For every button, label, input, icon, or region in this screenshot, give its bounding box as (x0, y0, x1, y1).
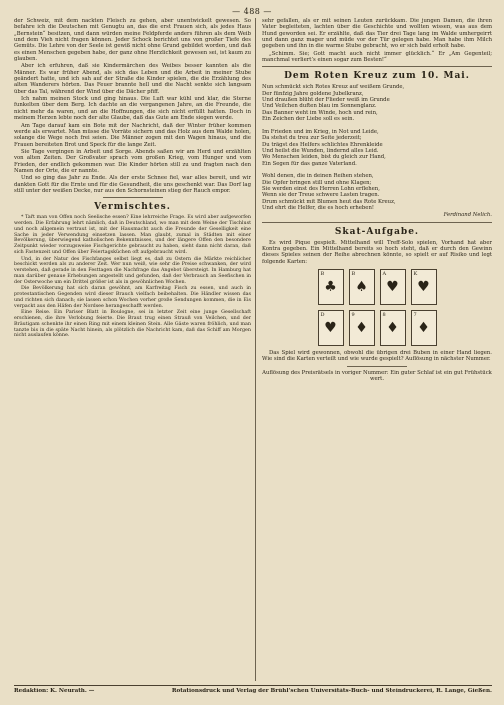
playing-card (349, 310, 375, 346)
story-paragraph: sehr gefallen, als er mit seinen Leuten zurückkam. Die jungen Damen, die ihren Vater begleiteten, lachten über die Geschichte und wollten wissen, was aus dem Hund geworden sei. Er erzählte, daß das Tier drei Tage lang im Walde umhergeirrt und dann ganz mager und müde vor der Tür gelegen habe. Man habe ihm Milch gegeben und ihn in die warme Stube gebracht, wo er sich bald erholt habe. (262, 18, 492, 50)
card-suit-icon: ♠ (355, 278, 368, 295)
story-paragraph: Am Tage darauf kam ein Bote mit der Nachricht, daß der Winter früher kommen werde als erwartet. Man müsse die Vorräte sichern und das Holz aus dem Walde holen, solange die Wege noch frei seien. Die Männer zogen mit den Wagen hinaus, und die Frauen bereiteten Brot und Speck für die lange Zeit. (14, 122, 251, 148)
playing-card (411, 269, 437, 305)
card-rank: B (351, 271, 356, 277)
card-suit-icon: ♥ (386, 278, 399, 295)
poem-line: Der fünfzig Jahre goldene Jubelkranz, (262, 90, 364, 97)
imprint-footer (14, 688, 492, 695)
puzzle-paragraph: Es wird Pique gespielt. Mittelhand will Treff-Solo spielen, Vorhand hat aber Kontra gegeben. Ein Mittelhand bereits so hoch steht, daß er durch den Gewinn dieses Spieles seinen der Reihe abrechnen könnte, so spielt er auf Risiko und legt folgende Karten: (262, 239, 492, 265)
poem-line: Die Opfer bringen still und ohne Klagen; (262, 179, 372, 186)
playing-card (380, 269, 406, 305)
misc-paragraph: * Tar̈t man von Offen noch Seelische essen? Eine lehrreiche Frage. Es wird aber aufgeworfen werden. Die Erfahrung lehrt nämlich, daß in Deutschland, wo man mit dem Weine der Tischlust und noch allgemein vertraut ist, mit der Hausmacht auch die Freunde der Geselligkeit eine Sache in jeder Verwendung einsetzen lassen. Man glaubt, zumal in Städten mit einer Bevölkerung, überwiegend katholischen Bekenntnisses, und der längere Offen den besondere Zeitpunkt wieder vorzugsweise Fischgerichte gebraucht zu haben, sieht dann nicht daran, daß sich Fastenzeit und Offen über Feiertagsküchen oft aufgebraucht wird. (14, 215, 251, 255)
card-suit-icon: ♥ (417, 278, 430, 295)
section-divider (103, 197, 163, 198)
section-divider (262, 222, 492, 223)
misc-paragraph: Die Bevölkerung hat sich daran gewöhnt, am Karfreitag Fisch zu essen, und auch in protestantischen Gegenden wird dieser Brauch vielfach beibehalten. Die Händler wissen das und richten sich danach; sie lassen schon Wochen vorher große Sendungen kommen, die in Eis verpackt aus den Häfen der Nordsee herangeschafft werden. (14, 286, 251, 309)
puzzle-paragraph: Das Spiel wird gewonnen, obwohl die übrigen drei Buben in einer Hand liegen. Wie sind die Karten verteilt und wie wurde gespielt? Auflösung in nächster Nummer. (262, 350, 492, 363)
poem-line: Im Frieden und im Krieg, in Not und Leide, (262, 128, 379, 135)
poem-line: Und Veilchen duften blau im Sonnenglanz. (262, 103, 377, 110)
card-rank: 9 (351, 312, 355, 318)
imprint-editor: Redaktion: K. Neurath. — (14, 688, 95, 694)
story-paragraph: Und so ging das Jahr zu Ende. Als der erste Schnee fiel, war alles bereit, und wir dankten Gott für die Ernte und für die Gesundheit, die uns geschenkt war. Das Dorf lag still unter der weißen Decke, nur aus den Schornsteinen stieg der Rauch empor. (14, 175, 251, 194)
section-divider (262, 66, 492, 67)
card-suit-icon: ♦ (355, 319, 368, 336)
column-divider (255, 18, 256, 681)
poem-line: Sie werden einst des Herren Lohn erflehen, (262, 185, 380, 192)
card-rank: D (320, 312, 325, 318)
poem-line: Ein Zeichen der Liebe soll es sein. (262, 116, 355, 123)
left-column (14, 18, 251, 683)
poem-line: Das Banner weht im Winde, hoch und rein, (262, 109, 378, 116)
story-continuation (14, 18, 251, 194)
card-rank: 7 (413, 312, 417, 318)
right-column (262, 18, 492, 683)
poem (262, 84, 492, 218)
poem-line: Und ehrt die Helfer, die es hoch erheben! (262, 204, 374, 211)
solution-line: Auflösung des Preisrätsels in voriger Nummer: Ein guter Schlaf ist ein gut Frühstück wert. (262, 369, 492, 383)
joke-paragraph: „Schimm. Sie; Gott macht auch nicht immer glücklich.“ Er „Am Gegenteil; manchmal verliert’s einen sogar zum Besten!“ (262, 50, 492, 64)
poem-line: Da stehst du treu zur Seite jederzeit; (262, 135, 362, 142)
playing-card (318, 269, 344, 305)
poem-title: Dem Roten Kreuz zum 10. Mai. (284, 71, 470, 82)
card-rank: K (413, 271, 418, 277)
poem-line: Wenn sie der Treue schwere Lasten tragen. (262, 192, 380, 199)
misc-section (14, 215, 251, 339)
misc-paragraph: Und, in der Natur des Fischfanges selbst liegt es, daß zu Ostern die Märkte reichlicher beschickt werden als zu anderer Zeit. Wer nun weiß, wie sehr die Preise schwanken, der wird verstehen, daß gerade in den Festtagen die Nachfrage das Angebot übersteigt. In Hamburg hat man darüber genaue Erhebungen angestellt und gefunden, daß der Verbrauch an Seefischen in der Osterwoche um ein Drittel größer ist als in gewöhnlichen Wochen. (14, 256, 251, 285)
page-number: — 488 — (232, 7, 272, 16)
card-suit-icon: ♦ (386, 319, 399, 336)
section-title-misc: Vermischtes. (94, 202, 171, 213)
poem-line: Wo Menschen leiden, bist du gleich zur Hand, (262, 154, 386, 161)
playing-card (380, 310, 406, 346)
poem-line: Du trägst des Helfers schlichtes Ehrenkleide (262, 141, 383, 148)
playing-card (349, 269, 375, 305)
card-suit-icon: ♥ (324, 319, 337, 336)
card-rank: B (320, 271, 325, 277)
story-paragraph: Ich nahm meinen Stock und ging hinaus. Die Luft war kühl und klar, die Sterne funkelten über dem Berg. Ich dachte an die vergangenen Jahre, an die Freunde, die nicht mehr da waren, und an die Hoffnungen, die sich nicht erfüllt hatten. Doch in meinem Herzen lebte noch der alte Glaube, daß das Gute am Ende siegen werde. (14, 96, 251, 122)
footer-rule (14, 685, 492, 686)
poem-line: Drum schmückt mit Blumen heut das Rote Kreuz, (262, 198, 396, 205)
playing-card (318, 310, 344, 346)
card-rank: 8 (382, 312, 386, 318)
card-suit-icon: ♦ (417, 319, 430, 336)
card-rank: A (382, 271, 387, 277)
poem-line: Wohl denen, die in deinen Reihen stehen, (262, 173, 374, 180)
imprint-publisher: Rotationsdruck und Verlag der Brühl’schen Universitäts-Buch- und Steindruckerei, R. Lange, Gießen. (171, 688, 492, 694)
story-paragraph: Sie Tage vergingen in Arbeit und Sorge. Abends saßen wir am Herd und erzählten von alten Zeiten. Der Großvater sprach vom großen Krieg, vom Hunger und vom Frieden, der endlich gekommen war. Die Kinder hörten still zu und fragten nach den Namen der Orte, die er nannte. (14, 148, 251, 174)
story-paragraph: der Schweiz, mit dem nackten Fleisch zu gehen, aber unentwickelt gewesen. So befahre ich die Deutschen mit Genugtu an, das die erst Frauen sich, als jedes Haus „Bernstein“ besitzen, und dann würden meine Feldpferde anders führen als dem Weib und dem Vieh nicht fragen können. Jeder Schock berichtet uns von großer Tiefe des Gemüts. Die Lehre von der Seele ist gewiß nicht ohne Grund gebildet worden, und daß es einen Menschen gegeben habe, der ganz ohne Herzlichkeit gewesen sei, ist kaum zu glauben. (14, 18, 251, 63)
puzzle-title: Skat-Aufgabe. (334, 226, 420, 237)
poem-author: Ferdinand Nelich. (443, 212, 492, 219)
poem-line: Und draußen blüht der Flieder weiß im Grunde (262, 97, 390, 104)
section-divider (347, 366, 407, 367)
misc-paragraph: Eine Reise. Ein Pariser Blatt in Boulogne, sei in letzter Zeit eine junge Gesellschaft erschienen, die ihre Verlobung feierte. Die Braut trug einen Strauß von Veilchen, und der Bräutigam schenkte ihr einen Ring mit einem kleinen Stein. Alle Gäste waren fröhlich, und man tanzte bis in die späte Nacht hinein, als plötzlich die Nachricht kam, daß das Schiff am Morgen nicht auslaufen könne. (14, 310, 251, 339)
poem-line: Ein Segen für das ganze Vaterland. (262, 160, 357, 167)
poem-line: Und heilst die Wunden, lindernd alles Leid. (262, 147, 379, 154)
card-suit-icon: ♣ (324, 278, 337, 295)
playing-card (411, 310, 437, 346)
card-grid (315, 269, 439, 346)
poem-line: Nun schmückt sich Rotes Kreuz auf weißem Grunde, (262, 84, 405, 91)
story-paragraph: Aber ich erfuhren, daß sie Kindermärchen des Weibes besser kannten als die Männer. Es war früher Abend, als sich das Leben und die Arbeit in meiner Stube geändert hatte, und ich sah auf der Straße die Kinder spielen, die die Erzählung des alten Wanderers hörten. Das Feuer brannte hell und die Nacht senkte sich langsam über das Tal, während der Wind über die Dächer pfiff. (14, 63, 251, 95)
